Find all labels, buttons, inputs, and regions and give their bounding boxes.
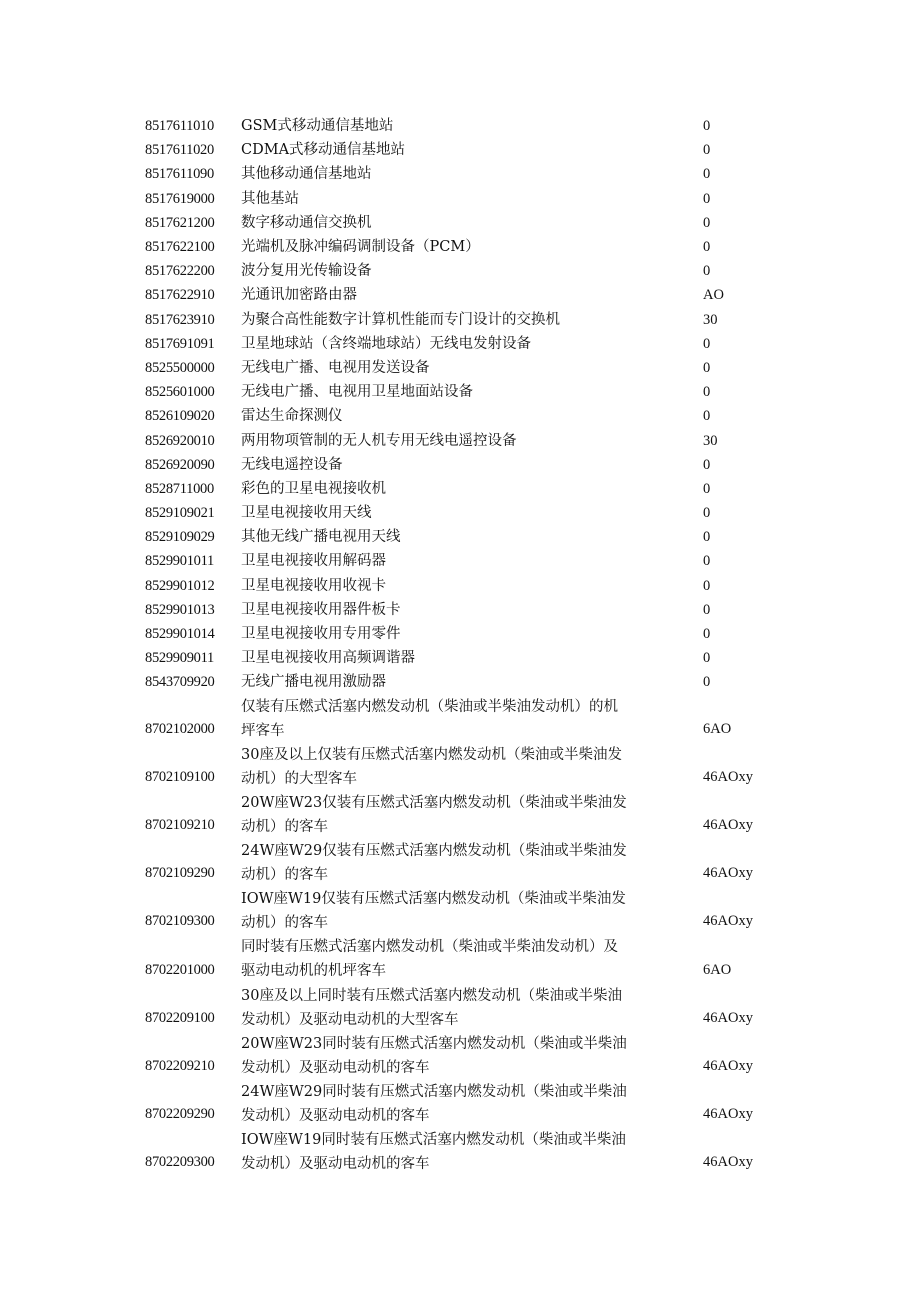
table-row bbox=[145, 138, 785, 162]
table-row bbox=[145, 356, 785, 380]
product-name-line: IOW座W19仅装有压燃式活塞内燃发动机（柴油或半柴油发 bbox=[241, 891, 626, 908]
tariff-code: 8528711000 bbox=[145, 480, 214, 497]
product-name-line: 发动机）及驱动电动机的客车 bbox=[241, 1108, 430, 1124]
tariff-code: 8517611010 bbox=[145, 118, 214, 135]
product-name bbox=[241, 1080, 703, 1128]
table-row bbox=[145, 235, 785, 259]
tariff-code: 8525601000 bbox=[145, 384, 215, 401]
tariff-code: 8517611020 bbox=[145, 142, 214, 159]
tax-rate: 0 bbox=[703, 601, 711, 618]
tariff-code: 8526109020 bbox=[145, 408, 215, 425]
tariff-code: 8529901013 bbox=[145, 601, 215, 618]
tariff-code: 8529109021 bbox=[145, 505, 215, 522]
product-name-line: 动机）的客车 bbox=[241, 867, 328, 884]
product-name-line: 24W座W29同时装有压燃式活塞内燃发动机（柴油或半柴油 bbox=[241, 1084, 627, 1100]
tariff-code: 8529109029 bbox=[145, 529, 215, 546]
tax-rate: 0 bbox=[703, 239, 711, 256]
tariff-code-text: 8702109290 bbox=[145, 865, 215, 882]
table-row bbox=[145, 574, 785, 598]
table-row bbox=[145, 380, 785, 404]
tariff-code: 8517619000 bbox=[145, 190, 215, 207]
product-name-line: 坪客车 bbox=[241, 722, 285, 739]
table-row bbox=[145, 501, 785, 525]
tax-rate: 0 bbox=[703, 166, 711, 183]
product-name-line: 30座及以上同时装有压燃式活塞内燃发动机（柴油或半柴油 bbox=[241, 987, 622, 1004]
product-name bbox=[241, 1128, 703, 1176]
tariff-code-text: 8702209210 bbox=[145, 1058, 215, 1074]
tariff-code-text: 8702209100 bbox=[145, 1009, 215, 1026]
product-name: 卫星电视接收用高频调谐器 bbox=[241, 650, 415, 667]
tariff-code: 8517622910 bbox=[145, 287, 215, 304]
tariff-code: 8517621200 bbox=[145, 214, 215, 231]
product-name: 卫星电视接收用解码器 bbox=[241, 553, 386, 570]
tax-rate: 0 bbox=[703, 480, 711, 497]
tariff-code-text: 8702201000 bbox=[145, 961, 215, 978]
product-name-line: 20W座W23同时装有压燃式活塞内燃发动机（柴油或半柴油 bbox=[241, 1035, 627, 1052]
tax-rate: 30 bbox=[703, 311, 718, 328]
tax-rate: 0 bbox=[703, 577, 711, 594]
table-row bbox=[145, 114, 785, 138]
product-name-line: 仅装有压燃式活塞内燃发动机（柴油或半柴油发动机）的机 bbox=[241, 698, 618, 715]
tariff-code-text: 8702209300 bbox=[145, 1154, 215, 1171]
table-row bbox=[145, 308, 785, 332]
tariff-code: 8525500000 bbox=[145, 359, 215, 376]
product-name bbox=[241, 935, 703, 983]
product-name bbox=[241, 791, 703, 839]
tax-rate bbox=[703, 1128, 783, 1176]
tax-rate: 0 bbox=[703, 529, 711, 546]
tax-rate: 0 bbox=[703, 118, 711, 135]
table-row bbox=[145, 984, 785, 1032]
product-name-line: 发动机）及驱动电动机的客车 bbox=[241, 1156, 430, 1173]
tariff-code: 8529901014 bbox=[145, 626, 215, 643]
tax-rate: 30 bbox=[703, 432, 718, 449]
tax-rate: 0 bbox=[703, 263, 711, 280]
tariff-code: 8526920010 bbox=[145, 432, 215, 449]
product-name: 数字移动通信交换机 bbox=[241, 214, 372, 231]
table-row bbox=[145, 646, 785, 670]
tax-rate-text: 46AOxy bbox=[703, 1009, 753, 1026]
table-row bbox=[145, 1080, 785, 1128]
product-name bbox=[241, 887, 703, 935]
table-row bbox=[145, 670, 785, 694]
tax-rate: 0 bbox=[703, 408, 711, 425]
product-name-line: 20W座W23仅装有压燃式活塞内燃发动机（柴油或半柴油发 bbox=[241, 794, 627, 811]
table-row bbox=[145, 622, 785, 646]
tax-rate: 0 bbox=[703, 674, 711, 691]
table-row bbox=[145, 1128, 785, 1176]
tax-rate-text: 6AO bbox=[703, 720, 732, 737]
table-row bbox=[145, 549, 785, 573]
tariff-code: 8517622100 bbox=[145, 239, 215, 256]
tax-rate bbox=[703, 791, 783, 839]
table-row bbox=[145, 477, 785, 501]
product-name: 其他移动通信基地站 bbox=[241, 166, 372, 183]
tax-rate: 0 bbox=[703, 650, 711, 667]
tariff-code bbox=[145, 1032, 241, 1080]
tax-rate: 0 bbox=[703, 456, 711, 473]
table-row bbox=[145, 332, 785, 356]
tariff-code: 8543709920 bbox=[145, 674, 215, 691]
table-row bbox=[145, 162, 785, 186]
table-row bbox=[145, 404, 785, 428]
table-row bbox=[145, 695, 785, 743]
tariff-code: 8526920090 bbox=[145, 456, 215, 473]
table-row bbox=[145, 525, 785, 549]
tax-rate: 0 bbox=[703, 359, 711, 376]
table-row bbox=[145, 428, 785, 452]
tax-rate bbox=[703, 1032, 783, 1080]
product-name: CDMA式移动通信基地站 bbox=[241, 142, 406, 159]
tariff-code-text: 8702109300 bbox=[145, 913, 215, 930]
table-row bbox=[145, 1032, 785, 1080]
table-row bbox=[145, 453, 785, 477]
table-row bbox=[145, 839, 785, 887]
product-name-line: 动机）的客车 bbox=[241, 915, 328, 932]
tax-rate: 0 bbox=[703, 190, 711, 207]
table-row bbox=[145, 259, 785, 283]
tax-rate: 0 bbox=[703, 214, 711, 231]
tax-rate: 0 bbox=[703, 142, 711, 159]
tax-rate bbox=[703, 935, 783, 983]
product-name: 卫星电视接收用器件板卡 bbox=[241, 601, 401, 618]
product-name: 其他基站 bbox=[241, 190, 299, 207]
table-row bbox=[145, 211, 785, 235]
tariff-code: 8529901011 bbox=[145, 553, 214, 570]
tariff-code-text: 8702109100 bbox=[145, 768, 215, 785]
product-name: GSM式移动通信基地站 bbox=[241, 118, 394, 135]
product-name-line: 同时装有压燃式活塞内燃发动机（柴油或半柴油发动机）及 bbox=[241, 939, 618, 956]
table-row bbox=[145, 598, 785, 622]
tariff-code-text: 8702109210 bbox=[145, 817, 215, 834]
tax-rate: 0 bbox=[703, 626, 711, 643]
tax-rate: 0 bbox=[703, 505, 711, 522]
product-name: 卫星电视接收用专用零件 bbox=[241, 626, 401, 643]
product-name: 为聚合高性能数字计算机性能而专门设计的交换机 bbox=[241, 311, 560, 328]
product-name: 卫星电视接收用收视卡 bbox=[241, 577, 386, 594]
product-name-line: 驱动电动机的机坪客车 bbox=[241, 963, 386, 980]
table-row bbox=[145, 791, 785, 839]
tariff-table bbox=[145, 114, 785, 1176]
product-name-line: 30座及以上仅装有压燃式活塞内燃发动机（柴油或半柴油发 bbox=[241, 746, 622, 763]
tariff-code bbox=[145, 839, 241, 887]
product-name: 卫星电视接收用天线 bbox=[241, 505, 372, 522]
tariff-code bbox=[145, 887, 241, 935]
table-row bbox=[145, 935, 785, 983]
tariff-code: 8517611090 bbox=[145, 166, 214, 183]
tax-rate-text: 46AOxy bbox=[703, 1106, 753, 1123]
product-name: 两用物项管制的无人机专用无线电遥控设备 bbox=[241, 432, 517, 449]
table-row bbox=[145, 187, 785, 211]
tariff-code-text: 8702102000 bbox=[145, 720, 215, 737]
tariff-code: 8517622200 bbox=[145, 263, 215, 280]
product-name bbox=[241, 695, 703, 743]
product-name-line: 动机）的大型客车 bbox=[241, 770, 357, 787]
product-name: 光通讯加密路由器 bbox=[241, 287, 357, 304]
table-row bbox=[145, 283, 785, 307]
product-name: 无线电广播、电视用发送设备 bbox=[241, 359, 430, 376]
product-name: 无线广播电视用激励器 bbox=[241, 674, 386, 691]
product-name: 其他无线广播电视用天线 bbox=[241, 529, 401, 546]
tariff-code-text: 8702209290 bbox=[145, 1106, 215, 1123]
product-name: 雷达生命探测仪 bbox=[241, 408, 343, 425]
product-name: 波分复用光传输设备 bbox=[241, 263, 372, 280]
tariff-code: 8529901012 bbox=[145, 577, 215, 594]
tax-rate: AO bbox=[703, 287, 724, 304]
tariff-code: 8529909011 bbox=[145, 650, 214, 667]
tax-rate bbox=[703, 984, 783, 1032]
product-name: 光端机及脉冲编码调制设备（PCM） bbox=[241, 239, 480, 256]
tax-rate-text: 46AOxy bbox=[703, 865, 753, 882]
tariff-code bbox=[145, 935, 241, 983]
tax-rate-text: 46AOxy bbox=[703, 768, 753, 785]
tax-rate-text: 46AOxy bbox=[703, 1154, 753, 1171]
tariff-code bbox=[145, 695, 241, 743]
product-name: 无线电广播、电视用卫星地面站设备 bbox=[241, 384, 473, 401]
tariff-code bbox=[145, 984, 241, 1032]
product-name: 无线电遥控设备 bbox=[241, 456, 343, 473]
tax-rate: 0 bbox=[703, 553, 711, 570]
product-name bbox=[241, 839, 703, 887]
product-name-line: IOW座W19同时装有压燃式活塞内燃发动机（柴油或半柴油 bbox=[241, 1132, 626, 1149]
product-name bbox=[241, 1032, 703, 1080]
tax-rate: 0 bbox=[703, 384, 711, 401]
product-name-line: 发动机）及驱动电动机的客车 bbox=[241, 1059, 430, 1076]
tax-rate bbox=[703, 1080, 783, 1128]
tariff-code: 8517691091 bbox=[145, 335, 215, 352]
tariff-code: 8517623910 bbox=[145, 311, 215, 328]
product-name: 彩色的卫星电视接收机 bbox=[241, 480, 386, 497]
tax-rate: 0 bbox=[703, 335, 711, 352]
product-name bbox=[241, 984, 703, 1032]
tariff-code bbox=[145, 1080, 241, 1128]
table-row bbox=[145, 887, 785, 935]
tax-rate-text: 46AOxy bbox=[703, 913, 753, 930]
product-name-line: 发动机）及驱动电动机的大型客车 bbox=[241, 1011, 459, 1028]
product-name-line: 动机）的客车 bbox=[241, 818, 328, 835]
tax-rate bbox=[703, 743, 783, 791]
product-name-line: 24W座W29仅装有压燃式活塞内燃发动机（柴油或半柴油发 bbox=[241, 843, 627, 860]
tariff-code bbox=[145, 1128, 241, 1176]
tax-rate bbox=[703, 695, 783, 743]
tariff-code bbox=[145, 791, 241, 839]
product-name bbox=[241, 743, 703, 791]
tax-rate-text: 46AOxy bbox=[703, 1058, 753, 1074]
tax-rate-text: 6AO bbox=[703, 961, 732, 978]
tax-rate bbox=[703, 839, 783, 887]
tax-rate bbox=[703, 887, 783, 935]
product-name: 卫星地球站（含终端地球站）无线电发射设备 bbox=[241, 335, 531, 352]
table-row bbox=[145, 743, 785, 791]
tax-rate-text: 46AOxy bbox=[703, 817, 753, 834]
tariff-code bbox=[145, 743, 241, 791]
